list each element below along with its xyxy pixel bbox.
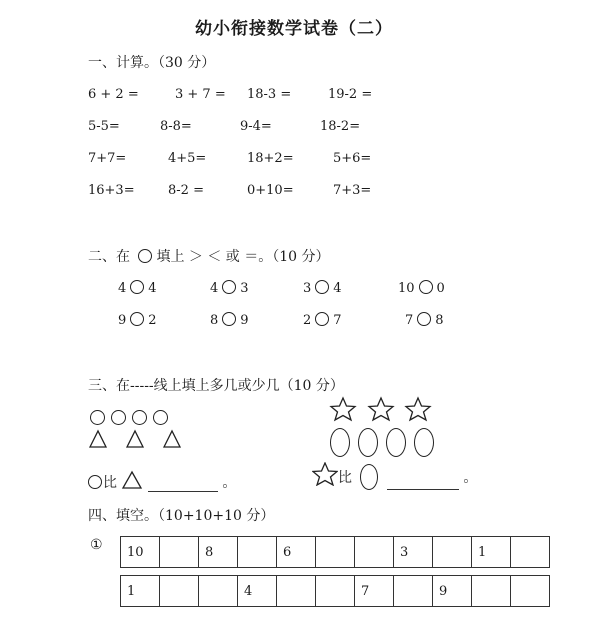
grid-cell[interactable]: [199, 576, 238, 607]
calc-problem: 3 + 7 =: [175, 87, 226, 102]
number-grid-row-2: [120, 575, 550, 607]
circle-shape: [90, 410, 105, 425]
oval-shape: [386, 428, 406, 457]
circle-shape: [153, 410, 168, 425]
grid-cell[interactable]: [472, 576, 511, 607]
calc-problem: 8-8=: [160, 119, 192, 134]
calc-problem: 5-5=: [88, 119, 120, 134]
answer-blank[interactable]: [148, 477, 218, 492]
compare-right: 4: [148, 281, 157, 296]
compare-item: [118, 280, 157, 296]
compare-item: [398, 280, 445, 296]
compare-left: 2: [303, 313, 312, 328]
compare-right: 4: [333, 281, 342, 296]
star-icon: [369, 398, 393, 420]
section-2-heading-post: 填上 ＞ ＜ 或 ＝。（10 分）: [156, 249, 330, 265]
grid-cell[interactable]: [277, 576, 316, 607]
calc-problem: 18-3 =: [247, 87, 292, 102]
answer-circle[interactable]: [130, 280, 144, 294]
calc-problem: 18+2=: [247, 151, 294, 166]
compare-left: 4: [210, 281, 219, 296]
period: 。: [463, 470, 478, 486]
calc-problem: 5+6=: [333, 151, 372, 166]
circle-icon: [138, 249, 152, 263]
section-3-heading: 三、在-----线上填上多几或少几（10 分）: [88, 378, 344, 394]
section-1-heading: 一、计算。（30 分）: [88, 55, 216, 71]
oval-icon: [360, 464, 378, 490]
compare-star-oval: [312, 462, 477, 490]
grid-cell[interactable]: 6: [277, 537, 316, 568]
circle-icon: [88, 475, 102, 489]
period: 。: [222, 475, 237, 491]
oval-shape: [414, 428, 434, 457]
star-icon: [406, 398, 430, 420]
grid-cell[interactable]: [433, 537, 472, 568]
grid-cell[interactable]: [511, 576, 550, 607]
calc-problem: 18-2=: [320, 119, 361, 134]
grid-cell[interactable]: [316, 576, 355, 607]
section-2-heading-pre: 二、在: [88, 249, 130, 265]
answer-circle[interactable]: [315, 280, 329, 294]
triangle-row: [88, 428, 198, 450]
triangle-icon: [90, 431, 106, 447]
calc-problem: 9-4=: [240, 119, 272, 134]
circle-shape: [111, 410, 126, 425]
calc-problem: 6 + 2 =: [88, 87, 139, 102]
grid-cell[interactable]: [355, 537, 394, 568]
compare-left: 7: [405, 313, 414, 328]
calc-problem: 16+3=: [88, 183, 135, 198]
grid-cell[interactable]: [160, 537, 199, 568]
calc-problem: 4+5=: [168, 151, 207, 166]
star-icon: [331, 398, 355, 420]
compare-word: 比: [338, 470, 352, 486]
circle-shape: [132, 410, 147, 425]
grid-cell[interactable]: 8: [199, 537, 238, 568]
star-icon: [312, 462, 338, 486]
compare-left: 4: [118, 281, 127, 296]
number-grid-row-1: [120, 536, 550, 568]
grid-cell[interactable]: [238, 537, 277, 568]
compare-left: 8: [210, 313, 219, 328]
answer-blank[interactable]: [387, 475, 459, 490]
compare-right: 3: [240, 281, 249, 296]
oval-shape: [330, 428, 350, 457]
calc-problem: 8-2 =: [168, 183, 204, 198]
grid-cell[interactable]: [316, 537, 355, 568]
calc-problem: 0+10=: [247, 183, 294, 198]
compare-item: [210, 312, 249, 328]
page-title: 幼小衔接数学试卷（二）: [195, 19, 393, 39]
item-marker: ①: [90, 537, 103, 553]
compare-word: 比: [103, 475, 117, 491]
compare-right: 9: [240, 313, 249, 328]
compare-circle-triangle: [88, 470, 236, 492]
compare-right: 8: [435, 313, 444, 328]
grid-cell[interactable]: 3: [394, 537, 433, 568]
answer-circle[interactable]: [417, 312, 431, 326]
answer-circle[interactable]: [222, 280, 236, 294]
compare-left: 3: [303, 281, 312, 296]
triangle-icon: [121, 470, 143, 490]
calc-problem: 7+3=: [333, 183, 372, 198]
compare-item: [210, 280, 249, 296]
compare-item: [303, 280, 342, 296]
compare-right: 7: [333, 313, 342, 328]
grid-cell[interactable]: [511, 537, 550, 568]
section-4-heading: 四、填空。（10+10+10 分）: [88, 508, 275, 524]
compare-left: 9: [118, 313, 127, 328]
compare-right: 0: [436, 281, 445, 296]
compare-right: 2: [148, 313, 157, 328]
compare-left: 10: [398, 281, 415, 296]
answer-circle[interactable]: [419, 280, 433, 294]
compare-item: [118, 312, 157, 328]
answer-circle[interactable]: [315, 312, 329, 326]
grid-cell[interactable]: [394, 576, 433, 607]
calc-problem: 19-2 =: [328, 87, 373, 102]
oval-shape: [358, 428, 378, 457]
grid-cell[interactable]: 10: [121, 537, 160, 568]
answer-circle[interactable]: [130, 312, 144, 326]
grid-cell[interactable]: 1: [121, 576, 160, 607]
grid-cell[interactable]: 7: [355, 576, 394, 607]
answer-circle[interactable]: [222, 312, 236, 326]
section-2-heading: [88, 246, 330, 266]
triangle-icon: [164, 431, 180, 447]
star-row: [326, 396, 436, 422]
triangle-icon: [127, 431, 143, 447]
compare-item: [405, 312, 444, 328]
calc-problem: 7+7=: [88, 151, 127, 166]
grid-cell[interactable]: 9: [433, 576, 472, 607]
grid-cell[interactable]: 4: [238, 576, 277, 607]
compare-item: [303, 312, 342, 328]
grid-cell[interactable]: 1: [472, 537, 511, 568]
grid-cell[interactable]: [160, 576, 199, 607]
